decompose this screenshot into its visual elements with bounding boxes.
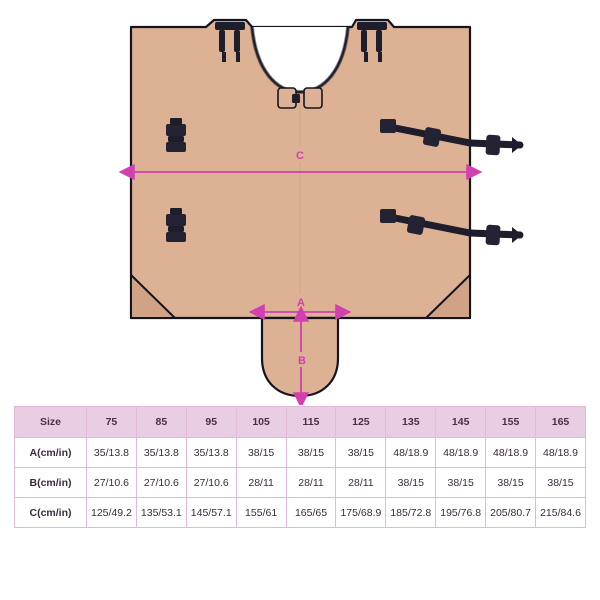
- table-cell: 35/13.8: [186, 438, 236, 468]
- table-cell: 38/15: [436, 468, 486, 498]
- table-cell: 35/13.8: [136, 438, 186, 468]
- table-cell: 48/18.9: [386, 438, 436, 468]
- column-header: 155: [486, 407, 536, 438]
- table-cell: 38/15: [386, 468, 436, 498]
- dimension-label-a: A: [297, 297, 305, 309]
- size-table: [14, 406, 586, 528]
- table-cell: 28/11: [336, 468, 386, 498]
- column-header: Size: [15, 407, 87, 438]
- table-cell: 205/80.7: [486, 498, 536, 528]
- row-header: C(cm/in): [15, 498, 87, 528]
- table-cell: 175/68.9: [336, 498, 386, 528]
- table-cell: 27/10.6: [87, 468, 137, 498]
- table-cell: 38/15: [486, 468, 536, 498]
- column-header: 115: [286, 407, 336, 438]
- column-header: 85: [136, 407, 186, 438]
- row-header: B(cm/in): [15, 468, 87, 498]
- table-cell: 48/18.9: [486, 438, 536, 468]
- table-cell: 125/49.2: [87, 498, 137, 528]
- column-header: 165: [536, 407, 586, 438]
- column-header: 75: [87, 407, 137, 438]
- table-cell: 48/18.9: [536, 438, 586, 468]
- table-cell: 38/15: [536, 468, 586, 498]
- table-cell: 145/57.1: [186, 498, 236, 528]
- column-header: 135: [386, 407, 436, 438]
- table-cell: 38/15: [236, 438, 286, 468]
- row-header: A(cm/in): [15, 438, 87, 468]
- column-header: 125: [336, 407, 386, 438]
- table-cell: 195/76.8: [436, 498, 486, 528]
- table-cell: 38/15: [286, 438, 336, 468]
- table-cell: 27/10.6: [136, 468, 186, 498]
- column-header: 95: [186, 407, 236, 438]
- dimension-label-c: C: [296, 150, 304, 162]
- table-row: [15, 498, 586, 528]
- table-cell: 185/72.8: [386, 498, 436, 528]
- table-cell: 165/65: [286, 498, 336, 528]
- dimension-label-b: B: [298, 355, 306, 367]
- table-cell: 35/13.8: [87, 438, 137, 468]
- table-cell: 28/11: [236, 468, 286, 498]
- table-cell: 48/18.9: [436, 438, 486, 468]
- table-header-row: [15, 407, 586, 438]
- table-cell: 38/15: [336, 438, 386, 468]
- table-cell: 215/84.6: [536, 498, 586, 528]
- size-chart: [14, 406, 586, 528]
- table-cell: 28/11: [286, 468, 336, 498]
- column-header: 105: [236, 407, 286, 438]
- table-row: [15, 468, 586, 498]
- column-header: 145: [436, 407, 486, 438]
- blanket-body: [131, 20, 470, 318]
- table-cell: 27/10.6: [186, 468, 236, 498]
- table-cell: 155/61: [236, 498, 286, 528]
- table-cell: 135/53.1: [136, 498, 186, 528]
- table-row: [15, 438, 586, 468]
